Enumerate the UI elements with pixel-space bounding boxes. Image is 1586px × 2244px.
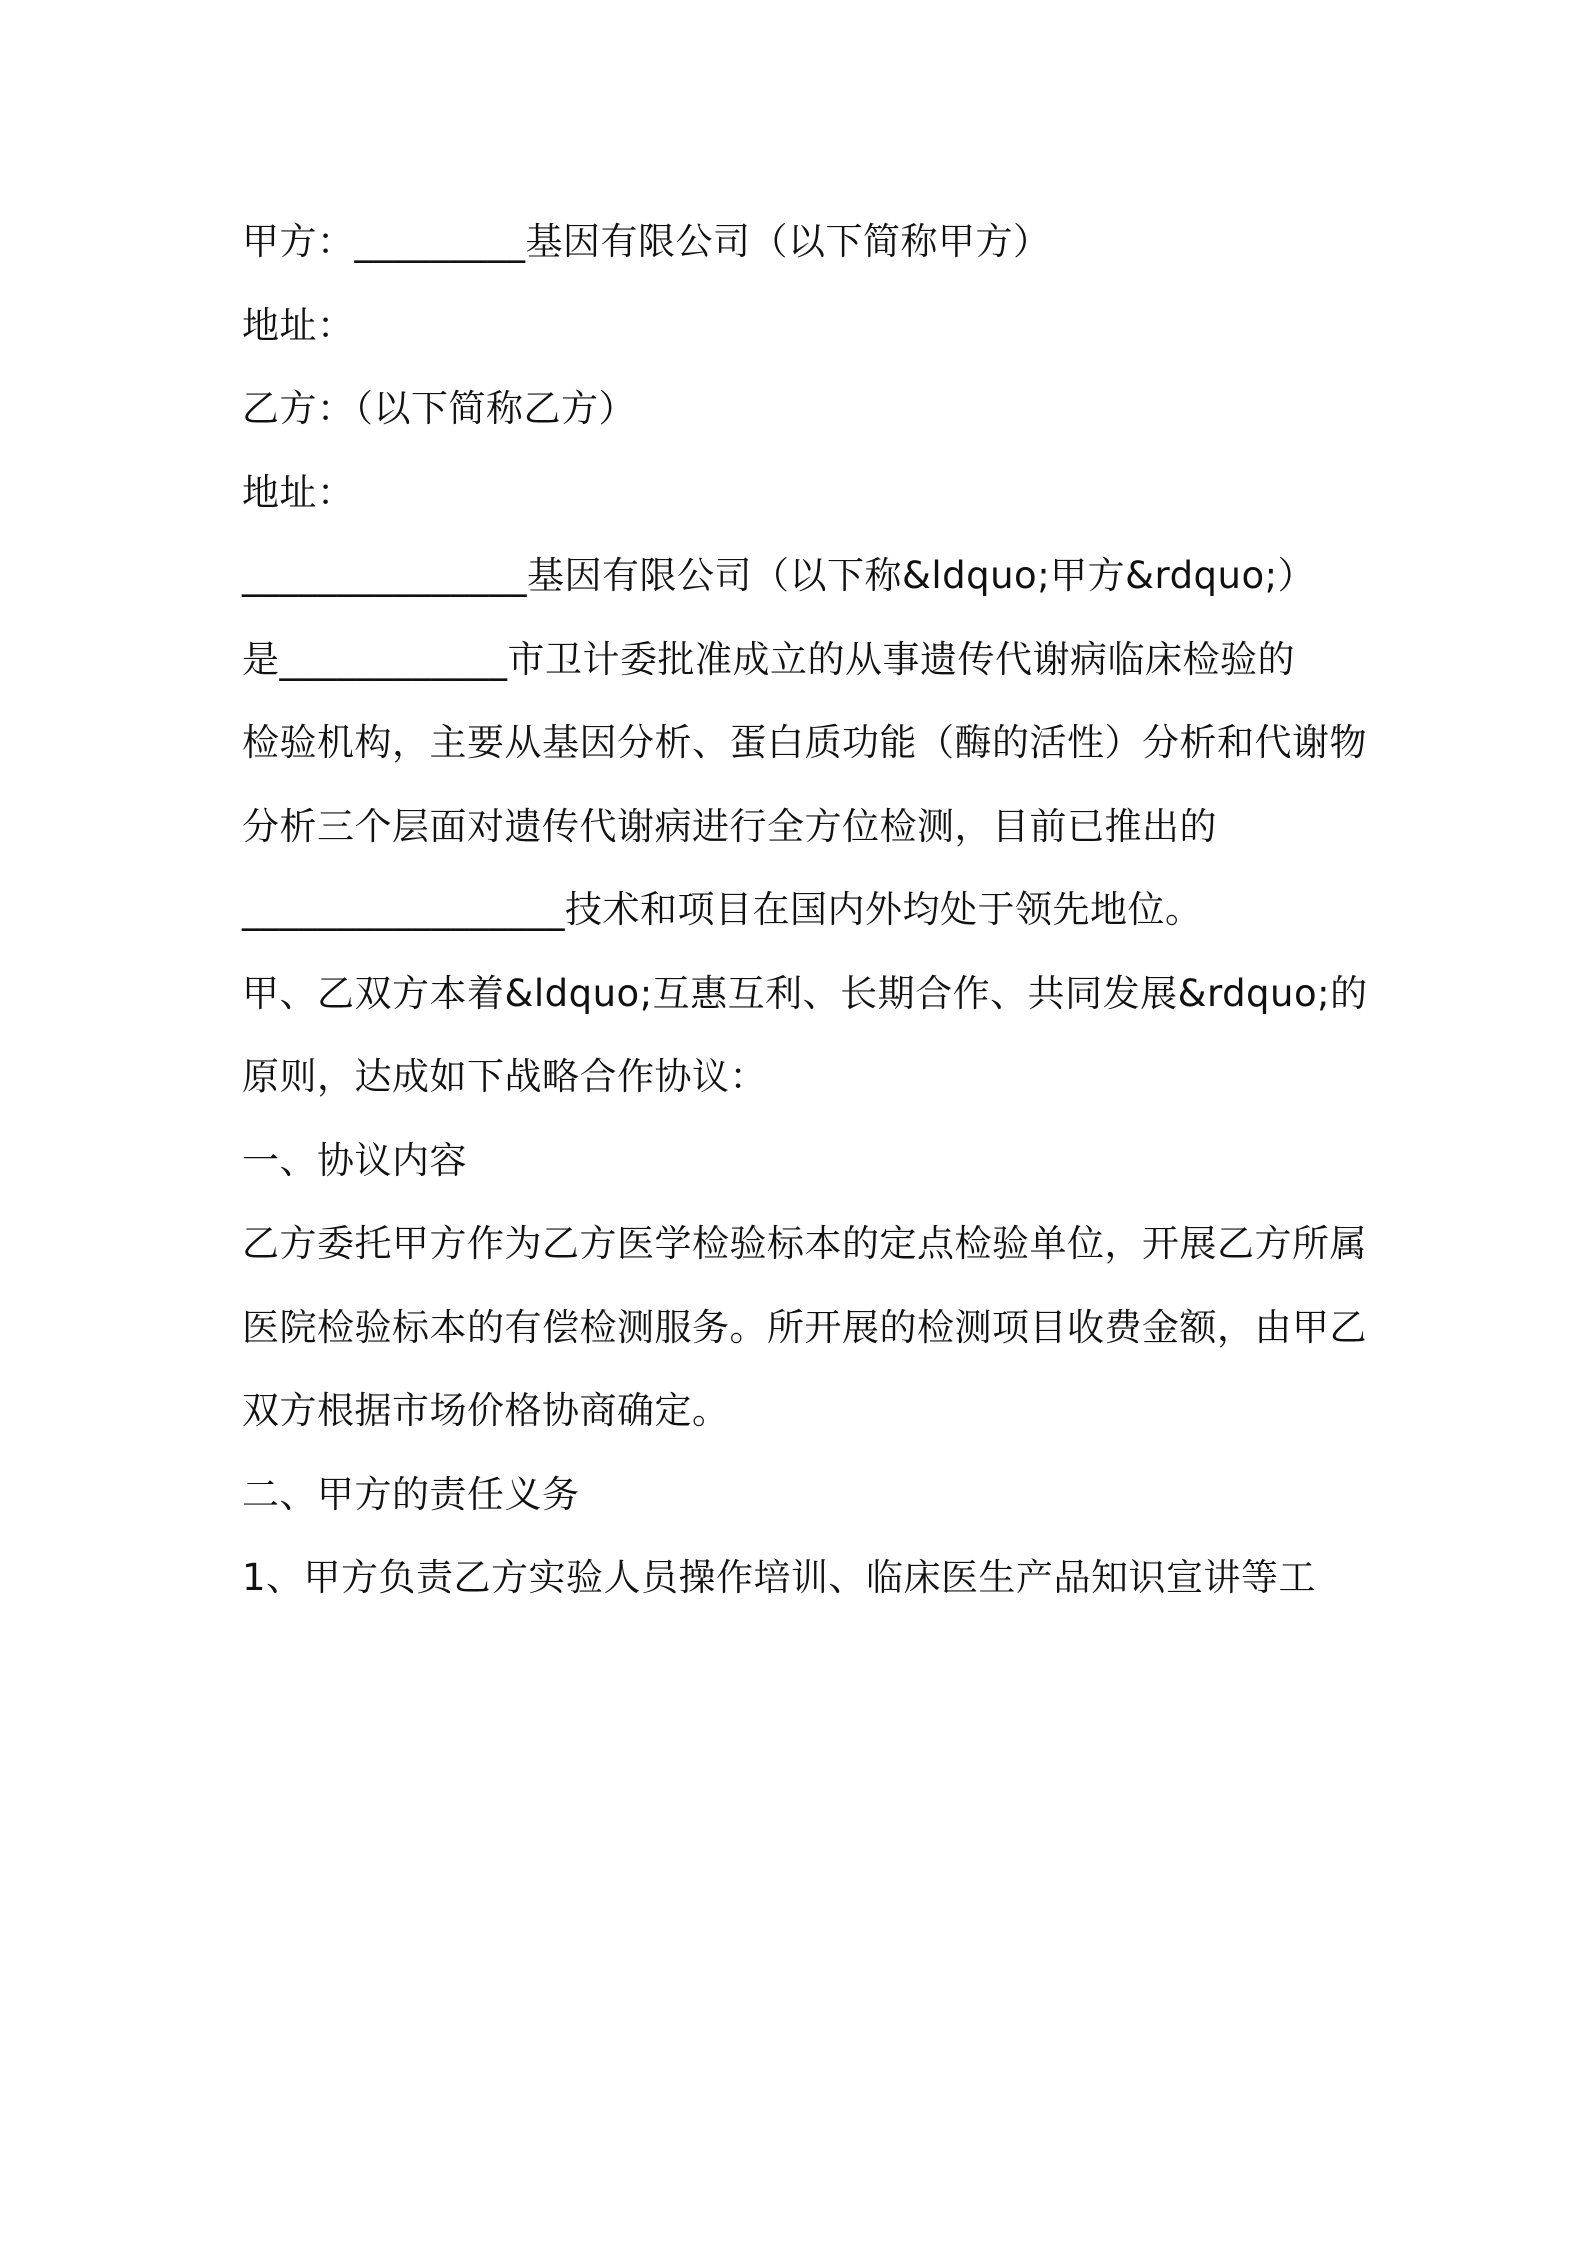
intro-paragraph-line-4: 分析三个层面对遗传代谢病进行全方位检测，目前已推出的 <box>242 804 1217 848</box>
intro-paragraph-line-5: _________________技术和项目在国内外均处于领先地位。 <box>242 888 1203 931</box>
section-1-paragraph-line-2: 医院检验标本的有偿检测服务。所开展的检测项目收费金额，由甲乙 <box>242 1305 1367 1349</box>
section-heading-2: 二、甲方的责任义务 <box>242 1472 580 1516</box>
section-1-paragraph-line-1: 乙方委托甲方作为乙方医学检验标本的定点检验单位，开展乙方所属 <box>242 1222 1367 1265</box>
section-1-paragraph-line-3: 双方根据市场价格协商确定。 <box>242 1389 730 1432</box>
principle-paragraph-line-1: 甲、乙双方本着&ldquo;互惠互利、长期合作、共同发展&rdquo;的 <box>242 971 1368 1015</box>
section-2-item-1-line-1: 1、甲方负责乙方实验人员操作培训、临床医生产品知识宣讲等工 <box>242 1556 1317 1599</box>
intro-paragraph-line-2: 是____________市卫计委批准成立的从事遗传代谢病临床检验的 <box>242 637 1295 681</box>
party-b-address-line: 地址： <box>242 470 355 514</box>
document-body <box>242 200 1368 1620</box>
party-a-line: 甲方：_________基因有限公司（以下简称甲方） <box>242 220 1051 263</box>
intro-paragraph-line-3: 检验机构，主要从基因分析、蛋白质功能（酶的活性）分析和代谢物 <box>242 721 1367 764</box>
party-b-line: 乙方：（以下简称乙方） <box>242 387 636 430</box>
party-a-address-line: 地址： <box>242 303 355 347</box>
section-heading-1: 一、协议内容 <box>242 1138 467 1182</box>
intro-paragraph-line-1: _______________基因有限公司（以下称&ldquo;甲方&rdquo;） <box>242 554 1316 597</box>
principle-paragraph-line-2: 原则，达成如下战略合作协议： <box>242 1055 767 1098</box>
